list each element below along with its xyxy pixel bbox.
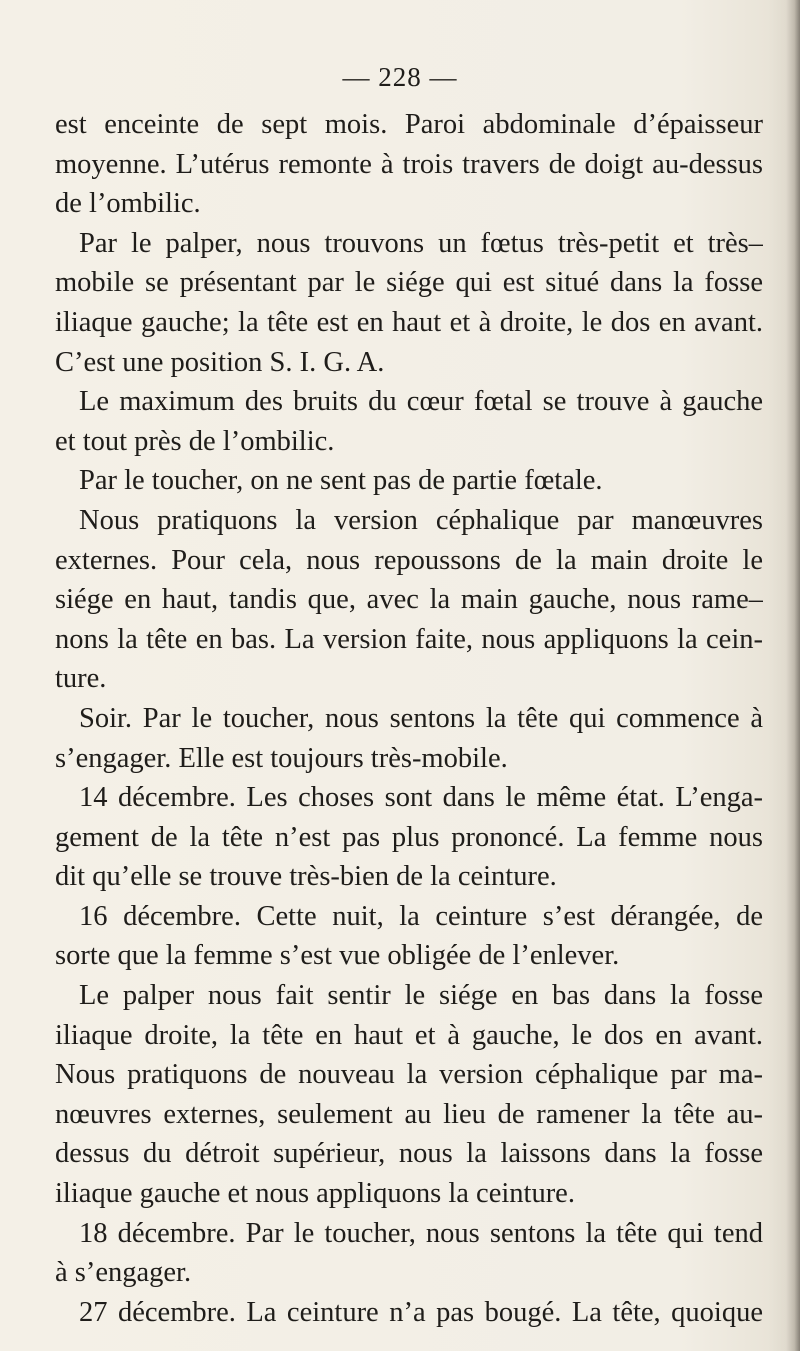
text-line: externes. Pour cela, nous repoussons de la main droite le bbox=[55, 544, 763, 576]
page-edge-shadow bbox=[786, 0, 800, 1351]
text-line: iliaque gauche; la tête est en haut et à droite, le dos en avant. bbox=[55, 306, 763, 338]
text-line: nœuvres externes, seulement au lieu de ramener la tête au- bbox=[55, 1098, 763, 1130]
text-line: Le maximum des bruits du cœur fœtal se trouve à gauche bbox=[79, 386, 763, 418]
text-line: iliaque gauche et nous appliquons la ceinture. bbox=[55, 1178, 575, 1210]
body-text bbox=[55, 105, 763, 1332]
text-line: de l’ombilic. bbox=[55, 188, 201, 220]
text-line: mobile se présentant par le siége qui est situé dans la fosse bbox=[55, 267, 763, 299]
text-line: iliaque droite, la tête en haut et à gauche, le dos en avant. bbox=[55, 1019, 763, 1051]
text-line: gement de la tête n’est pas plus prononcé. La femme nous bbox=[55, 821, 763, 853]
text-line: 14 décembre. Les choses sont dans le même état. L’enga- bbox=[79, 782, 763, 814]
text-line: dit qu’elle se trouve très-bien de la ceinture. bbox=[55, 861, 557, 893]
text-line: nons la tête en bas. La version faite, nous appliquons la cein- bbox=[55, 623, 763, 655]
text-line: sorte que la femme s’est vue obligée de l’enlever. bbox=[55, 940, 620, 972]
text-line: 18 décembre. Par le toucher, nous sentons la tête qui tend bbox=[79, 1217, 763, 1249]
text-line: à s’engager. bbox=[55, 1257, 192, 1289]
text-line: Nous pratiquons de nouveau la version céphalique par ma- bbox=[55, 1059, 763, 1091]
text-line: Par le toucher, on ne sent pas de partie fœtale. bbox=[79, 465, 603, 497]
text-line: Nous pratiquons la version céphalique par manœuvres bbox=[79, 504, 763, 536]
text-line: siége en haut, tandis que, avec la main gauche, nous rame– bbox=[55, 584, 763, 616]
text-line: ture. bbox=[55, 663, 107, 695]
text-line: Le palper nous fait sentir le siége en bas dans la fosse bbox=[79, 980, 763, 1012]
text-line: dessus du détroit supérieur, nous la laissons dans la fosse bbox=[55, 1138, 763, 1170]
text-line: 27 décembre. La ceinture n’a pas bougé. La tête, quoique bbox=[79, 1296, 763, 1328]
text-line: est enceinte de sept mois. Paroi abdominale d’épaisseur bbox=[55, 109, 763, 140]
text-line: Par le palper, nous trouvons un fœtus très-petit et très– bbox=[79, 227, 763, 259]
page-number: — 228 — bbox=[342, 62, 458, 92]
text-line: 16 décembre. Cette nuit, la ceinture s’est dérangée, de bbox=[79, 900, 763, 932]
text-line: Soir. Par le toucher, nous sentons la tête qui commence à bbox=[79, 702, 763, 734]
text-line: et tout près de l’ombilic. bbox=[55, 425, 335, 457]
text-line: moyenne. L’utérus remonte à trois travers de doigt au-dessus bbox=[55, 148, 763, 180]
text-line: C’est une position S. I. G. A. bbox=[55, 346, 385, 378]
text-line: s’engager. Elle est toujours très-mobile. bbox=[55, 742, 508, 774]
